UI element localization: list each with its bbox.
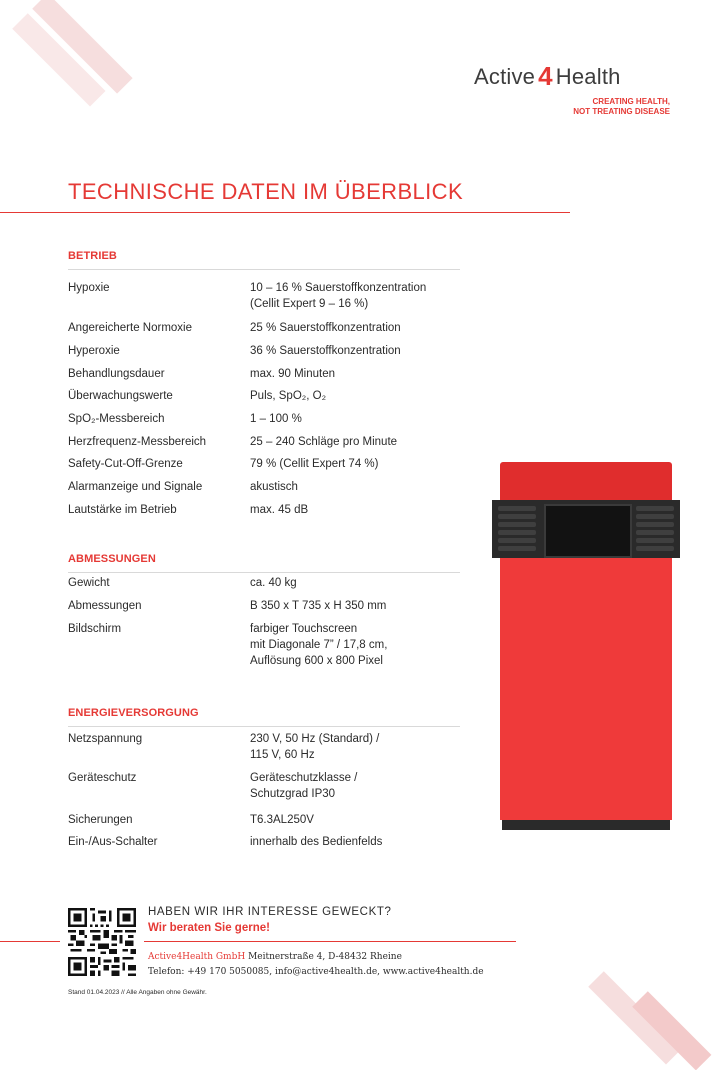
device-image (492, 462, 680, 830)
section-heading: ENERGIEVERSORGUNG (68, 707, 199, 719)
spec-label: Alarmanzeige und Signale (68, 481, 203, 493)
spec-value: 25 – 240 Schläge pro Minute (250, 436, 398, 448)
brand-logo (474, 58, 674, 90)
device-top (500, 462, 672, 500)
brand-tagline (573, 97, 670, 117)
spec-value: max. 90 Minuten (250, 368, 336, 380)
section-heading: BETRIEB (68, 250, 117, 262)
device-base (502, 820, 670, 830)
tagline-line2: NOT TREATING DISEASE (573, 107, 670, 116)
cta-subheading: Wir beraten Sie gerne! (148, 922, 270, 934)
contact-info[interactable]: Telefon: +49 170 5050085, info@active4health.de, www.active4health.de (148, 967, 484, 977)
spec-value: 36 % Sauerstoffkonzentration (250, 345, 401, 357)
spec-value: Puls, SpO₂, O₂ (250, 390, 327, 402)
spec-label: Bildschirm (68, 623, 122, 635)
spec-value: 230 V, 50 Hz (Standard) / 115 V, 60 Hz (250, 733, 380, 761)
tagline-line1: CREATING HEALTH, (592, 97, 670, 106)
spec-label: Abmessungen (68, 600, 142, 612)
footer-divider-left (0, 941, 60, 942)
spec-label: Ein-/Aus-Schalter (68, 836, 158, 848)
spec-label: Behandlungsdauer (68, 368, 165, 380)
spec-value: T6.3AL250V (250, 814, 314, 826)
brand-name-part2: Health (555, 64, 621, 89)
spec-label: Netzspannung (68, 733, 143, 745)
qr-code-icon[interactable] (68, 908, 136, 976)
spec-value: Geräteschutzklasse / Schutzgrad IP30 (250, 772, 358, 800)
spec-label: SpO₂-Messbereich (68, 413, 165, 425)
spec-value: farbiger Touchscreen mit Diagonale 7” / 17,8 cm, Auflösung 600 x 800 Pixel (250, 623, 388, 667)
section-divider (68, 726, 460, 727)
company-address (148, 952, 402, 962)
spec-value: 25 % Sauerstoffkonzentration (250, 322, 401, 334)
device-control-panel (492, 500, 680, 558)
section-heading: ABMESSUNGEN (68, 553, 156, 565)
spec-label: Sicherungen (68, 814, 133, 826)
stand-note: Stand 01.04.2023 // Alle Angaben ohne Gewähr. (68, 989, 207, 996)
spec-label: Gewicht (68, 577, 110, 589)
vent-left-icon (498, 506, 536, 552)
spec-label: Safety-Cut-Off-Grenze (68, 458, 183, 470)
vent-right-icon (636, 506, 674, 552)
section-divider (68, 269, 460, 270)
spec-value: innerhalb des Bedienfelds (250, 836, 383, 848)
device-body (500, 558, 672, 820)
spec-value: 10 – 16 % Sauerstoffkonzentration (Cellit Expert 9 – 16 %) (250, 282, 427, 310)
spec-value: max. 45 dB (250, 504, 309, 516)
brand-name-part1: Active (474, 64, 536, 89)
spec-value: 79 % (Cellit Expert 74 %) (250, 458, 379, 470)
title-divider (0, 212, 570, 213)
company-name: Active4Health GmbH (148, 952, 246, 962)
address-text: Meitnerstraße 4, D-48432 Rheine (248, 952, 402, 962)
spec-label: Hyperoxie (68, 345, 120, 357)
brand-name-four: 4 (538, 61, 553, 91)
spec-label: Hypoxie (68, 282, 110, 294)
spec-value: ca. 40 kg (250, 577, 297, 589)
spec-label: Geräteschutz (68, 772, 137, 784)
spec-label: Herzfrequenz-Messbereich (68, 436, 207, 448)
cta-heading: HABEN WIR IHR INTERESSE GEWECKT? (148, 906, 392, 918)
spec-label: Lautstärke im Betrieb (68, 504, 177, 516)
section-divider (68, 572, 460, 573)
page-title: TECHNISCHE DATEN IM ÜBERBLICK (68, 179, 464, 204)
device-screen (544, 504, 632, 558)
spec-label: Überwachungswerte (68, 390, 173, 402)
spec-value: B 350 x T 735 x H 350 mm (250, 600, 387, 612)
spec-label: Angereicherte Normoxie (68, 322, 193, 334)
footer-divider-right (144, 941, 516, 942)
spec-value: akustisch (250, 481, 298, 493)
spec-value: 1 – 100 % (250, 413, 302, 425)
